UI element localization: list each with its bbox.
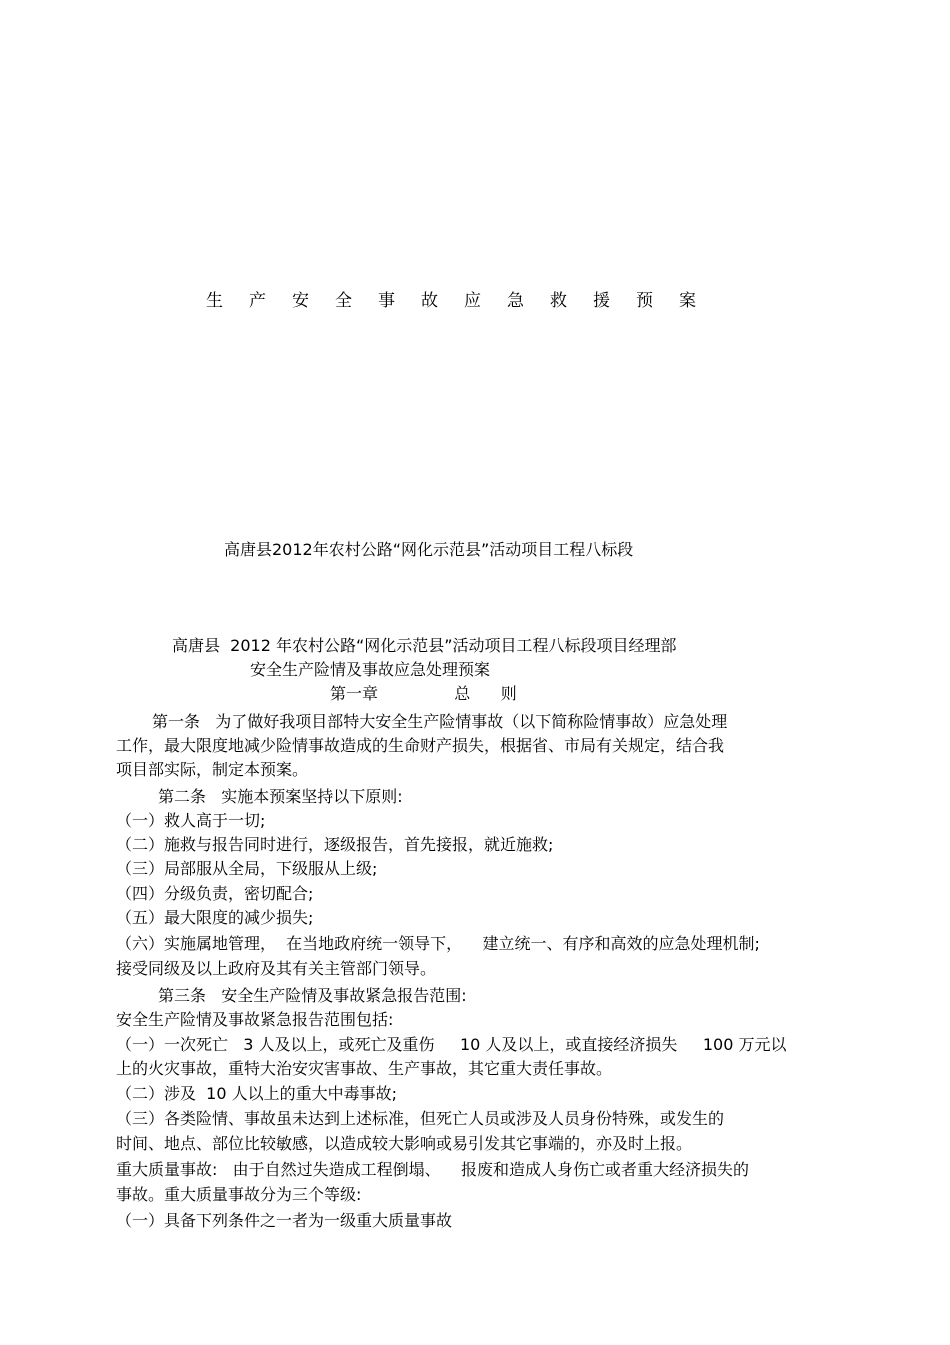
body-line: 重大质量事故: 由于自然过失造成工程倒塌、 报废和造成人身伤亡或者重大经济损失的 — [116, 1160, 749, 1179]
document-title: 生产安全事故应急救援预案 — [206, 291, 722, 311]
body-line: 上的火灾事故，重特大治安灾害事故、生产事故，其它重大责任事故。 — [116, 1059, 613, 1078]
body-line: 时间、地点、部位比较敏感，以造成较大影响或易引发其它事端的，亦及时上报。 — [116, 1134, 693, 1153]
body-line: 接受同级及以上政府及其有关主管部门领导。 — [116, 959, 437, 978]
body-line: 第一条 为了做好我项目部特大安全生产险情事故（以下简称险情事故）应急处理 — [152, 712, 728, 731]
body-line-heading-1: 高唐县 2012 年农村公路“网化示范县”活动项目工程八标段项目经理部 — [172, 636, 677, 655]
chapter-heading: 第一章 总 则 — [330, 684, 517, 703]
body-line: 工作，最大限度地减少险情事故造成的生命财产损失，根据省、市局有关规定，结合我 — [116, 736, 725, 755]
body-line: （三）局部服从全局，下级服从上级; — [116, 859, 378, 878]
body-line: （一）一次死亡 3 人及以上，或死亡及重伤 10 人及以上，或直接经济损失 100 万元以 — [116, 1035, 787, 1054]
body-line: （六）实施属地管理， 在当地政府统一领导下， 建立统一、有序和高效的应急处理机制; — [116, 934, 760, 953]
document-subtitle: 高唐县2012年农村公路“网化示范县”活动项目工程八标段 — [224, 540, 634, 559]
body-line: （二）涉及 10 人以上的重大中毒事故; — [116, 1084, 398, 1103]
body-line: （一）具备下列条件之一者为一级重大质量事故 — [116, 1211, 453, 1230]
body-line: （三）各类险情、事故虽未达到上述标准，但死亡人员或涉及人员身份特殊，或发生的 — [116, 1109, 725, 1128]
body-line: 事故。重大质量事故分为三个等级: — [116, 1185, 362, 1204]
body-line: 第三条 安全生产险情及事故紧急报告范围: — [158, 986, 467, 1005]
body-line: 第二条 实施本预案坚持以下原则: — [158, 787, 403, 806]
body-line-heading-2: 安全生产险情及事故应急处理预案 — [250, 660, 491, 679]
body-line: （五）最大限度的减少损失; — [116, 908, 314, 927]
body-line: 项目部实际，制定本预案。 — [116, 760, 309, 779]
body-line: 安全生产险情及事故紧急报告范围包括: — [116, 1010, 394, 1029]
body-line: （一）救人高于一切; — [116, 811, 266, 830]
body-line: （二）施救与报告同时进行，逐级报告，首先接报，就近施救; — [116, 835, 554, 854]
body-line: （四）分级负责，密切配合; — [116, 884, 314, 903]
